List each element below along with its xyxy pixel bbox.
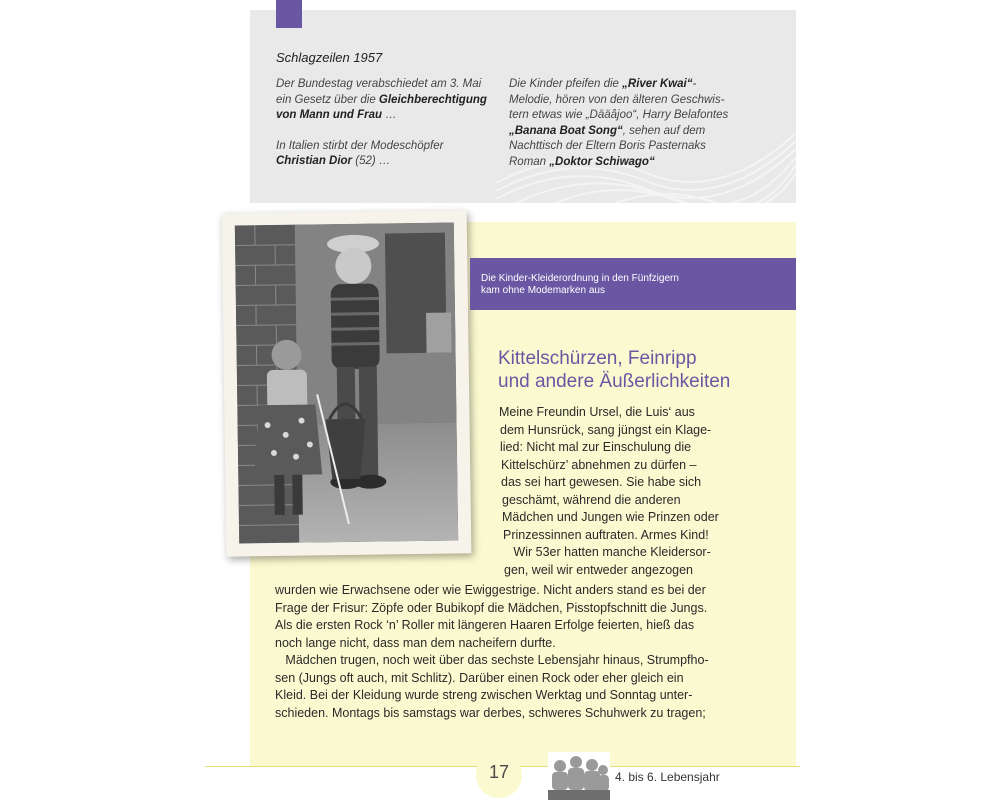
headline-text: ein Gesetz über die bbox=[276, 93, 379, 106]
headline-text: Nachttisch der Eltern Boris Pasternaks bbox=[509, 140, 706, 152]
headline-text: Melodie, hören von den älteren Geschwis- bbox=[509, 93, 725, 106]
article-body-narrow bbox=[499, 404, 719, 579]
body-line: schieden. Montags bis samstags war derbes, schweres Schuhwerk zu tragen; bbox=[275, 705, 706, 720]
caption-line: kam ohne Modemarken aus bbox=[481, 285, 605, 296]
children-photo-illustration bbox=[235, 222, 458, 543]
body-line: Mädchen trugen, noch weit über das sechste Lebensjahr hinaus, Strumpfho- bbox=[275, 653, 709, 667]
headline-dior bbox=[276, 139, 496, 170]
body-line: lied: Nicht mal zur Einschulung die bbox=[500, 440, 692, 454]
headline-text: - bbox=[692, 78, 697, 90]
body-line: Prinzessinnen auftraten. Armes Kind! bbox=[503, 527, 709, 542]
headline-text: In Italien stirbt der Modeschöpfer bbox=[276, 139, 444, 152]
headline-text: Roman bbox=[509, 155, 550, 168]
headlines-right-column bbox=[509, 77, 769, 170]
headline-bold: Gleichberechtigung bbox=[378, 93, 487, 106]
headline-text: Die Kinder pfeifen die bbox=[509, 78, 623, 90]
article-title bbox=[498, 347, 730, 393]
headline-text: … bbox=[382, 109, 397, 121]
headline-bold: Christian Dior bbox=[276, 155, 353, 167]
body-line: wurden wie Erwachsene oder wie Ewiggestrige. Nicht anders stand es bei der bbox=[275, 583, 706, 597]
headline-bold: „River Kwai“ bbox=[622, 78, 693, 90]
body-line: Als die ersten Rock ‘n’ Roller mit längeren Haaren Erfolge feierten, hieß das bbox=[275, 618, 695, 632]
headlines-left-column bbox=[276, 77, 496, 185]
caption-line: Die Kinder-Kleiderordnung in den Fünfzigern bbox=[481, 273, 679, 284]
body-line: Meine Freundin Ursel, die Luis‘ aus bbox=[499, 405, 695, 419]
headline-bold: von Mann und Frau bbox=[276, 109, 383, 121]
headline-text: tern etwas wie „Dääâjoo“, Harry Belafontes bbox=[509, 109, 729, 121]
headline-text: (52) … bbox=[352, 155, 391, 167]
headline-bold: „Doktor Schiwago“ bbox=[549, 155, 655, 168]
headline-bundestag bbox=[276, 77, 496, 124]
headline-bold: „Banana Boat Song“ bbox=[509, 124, 623, 137]
headline-text: , sehen auf dem bbox=[622, 124, 706, 137]
body-line: Frage der Frisur: Zöpfe oder Bubikopf die Mädchen, Pisstopfschnitt die Jungs. bbox=[275, 600, 708, 615]
body-line: Wir 53er hatten manche Kleidersor- bbox=[503, 545, 711, 559]
body-line: geschämt, während die anderen bbox=[502, 492, 681, 507]
body-line: noch lange nicht, dass man dem nacheifern durfte. bbox=[275, 635, 556, 650]
accent-square bbox=[276, 0, 302, 28]
title-line: Kittelschürzen, Feinripp bbox=[498, 348, 697, 369]
body-line: sen (Jungs oft auch, mit Schlitz). Darüber einen Rock oder eher gleich ein bbox=[275, 670, 684, 685]
title-line: und andere Äußerlichkeiten bbox=[498, 371, 731, 392]
photo-caption bbox=[481, 273, 781, 297]
body-line: dem Hunsrück, sang jüngst ein Klage- bbox=[500, 422, 712, 437]
body-line: gen, weil wir entweder angezogen bbox=[504, 562, 694, 577]
headline-text: Der Bundestag verabschiedet am 3. Mai bbox=[276, 78, 482, 90]
article-body-wide bbox=[275, 582, 709, 722]
body-line: das sei hart gewesen. Sie habe sich bbox=[501, 475, 702, 489]
page-number: 17 bbox=[488, 762, 510, 782]
section-label: 4. bis 6. Lebensjahr bbox=[615, 770, 720, 784]
footer-children-photo bbox=[548, 752, 610, 800]
body-line: Mädchen und Jungen wie Prinzen oder bbox=[502, 510, 719, 524]
headlines-title: Schlagzeilen 1957 bbox=[276, 50, 383, 65]
vintage-photo-frame bbox=[222, 210, 472, 556]
body-line: Kittelschürz’ abnehmen zu dürfen – bbox=[501, 457, 697, 472]
body-line: Kleid. Bei der Kleidung wurde streng zwischen Werktag und Sonntag unter- bbox=[275, 688, 693, 702]
vintage-photo bbox=[235, 222, 458, 543]
